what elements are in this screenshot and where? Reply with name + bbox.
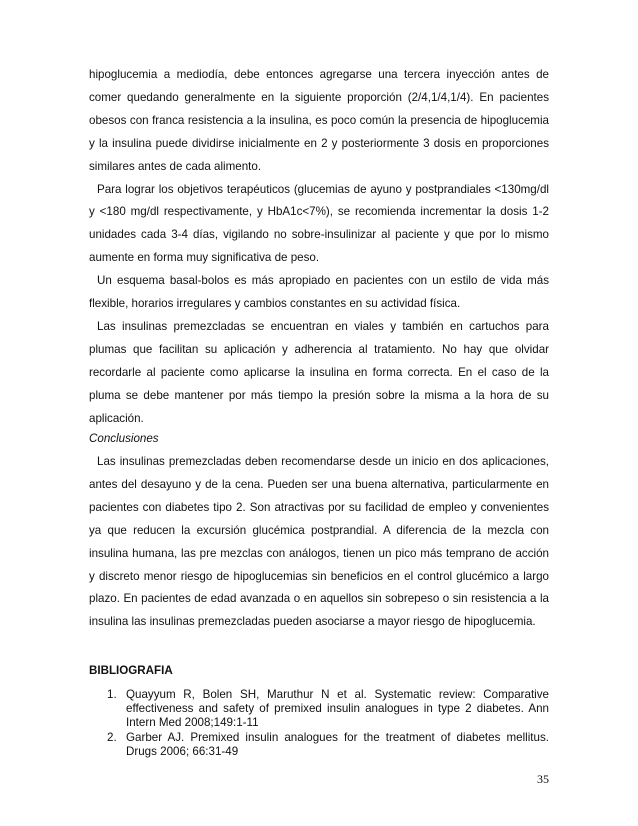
conclusions-paragraph: Las insulinas premezcladas deben recomendarse desde un inicio en dos aplicaciones, antes del desayuno y de la cena. Pueden ser una buena alternativa, particularmente en pacientes con diabetes tipo 2. Son atractivas por su facilidad de empleo y convenientes ya que reducen la excursión glucémica postprandial. A diferencia de la mezcla con insulina humana, las pre mezclas con análogos, tienen un pico más temprano de acción y discreto menor riesgo de hipoglucemias sin beneficios en el control glucémico a largo plazo. En pacientes de edad avanzada o en aquellos sin sobrepeso o sin resistencia a la insulina las insulinas premezcladas pueden asociarse a mayor riesgo de hipoglucemia.	[89, 455, 549, 629]
bibliography-list	[107, 688, 549, 759]
bibliography-heading: BIBLIOGRAFIA	[89, 664, 173, 677]
conclusions-block	[89, 451, 549, 634]
paragraph-premixed-presentation: Las insulinas premezcladas se encuentran en viales y también en cartuchos para plumas que facilitan su aplicación y adherencia al tratamiento. No hay que olvidar recordarle al paciente como aplicarse la insulina en forma correcta. En el caso de la pluma se debe mantener por más tiempo la presión sobre la misma a la hora de su aplicación.	[89, 319, 549, 425]
bibliography-item	[107, 688, 549, 731]
page-number: 35	[537, 772, 549, 786]
bibliography-item-number: 1.	[107, 688, 117, 701]
paragraph-hypoglycemia-dosing: hipoglucemia a mediodía, debe entonces agregarse una tercera inyección antes de comer quedando generalmente en la siguiente proporción (2/4,1/4,1/4). En pacientes obesos con franca resistencia a la insulina, es poco común la presencia de hipoglucemia y la insulina puede dividirse inicialmente en 2 y posteriormente 3 dosis en proporciones similares antes de cada alimento.	[89, 68, 549, 173]
paragraph-basal-bolus: Un esquema basal-bolos es más apropiado en pacientes con un estilo de vida más flexible, horarios irregulares y cambios constantes en su actividad física.	[89, 274, 549, 311]
main-text-block	[89, 64, 549, 431]
bibliography-item-number: 2.	[107, 730, 117, 744]
bibliography-item-text: Quayyum R, Bolen SH, Maruthur N et al. Systematic review: Comparative effectiveness and safety of premixed insulin analogues in type 2 diabetes. Ann Intern Med 2008;149:1-11	[126, 688, 549, 730]
conclusions-heading: Conclusiones	[89, 432, 159, 445]
bibliography-item	[107, 731, 549, 759]
paragraph-therapeutic-goals: Para lograr los objetivos terapéuticos (glucemias de ayuno y postprandiales <130mg/dl y <180 mg/dl respectivamente, y HbA1c<7%), se recomienda incrementar la dosis 1-2 unidades cada 3-4 días, vigilando no sobre-insulinizar al paciente y que por lo mismo aumente en forma muy significativa de peso.	[89, 182, 549, 265]
bibliography-item-text: Garber AJ. Premixed insulin analogues for the treatment of diabetes mellitus. Drugs 2006; 66:31-49	[126, 730, 549, 758]
